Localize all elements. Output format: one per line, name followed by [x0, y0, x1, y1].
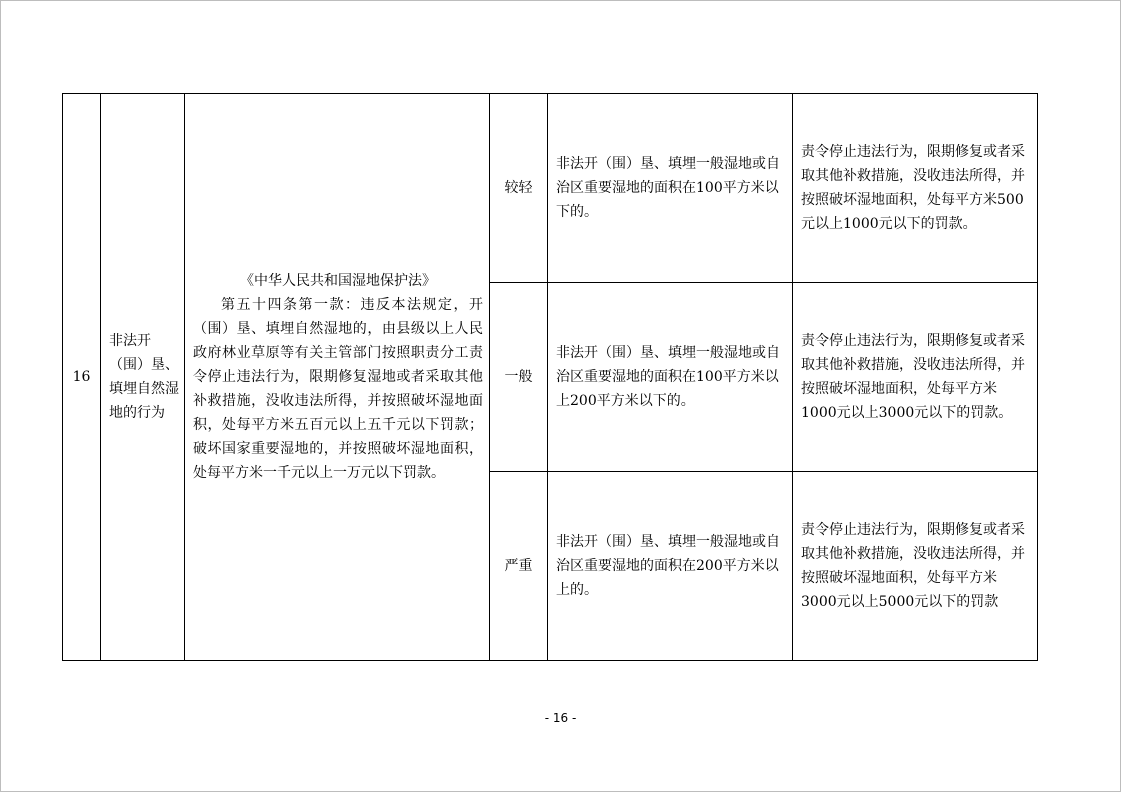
violation-condition: 非法开（围）垦、填埋一般湿地或自治区重要湿地的面积在200平方米以上的。	[548, 472, 793, 661]
legal-basis	[185, 94, 490, 661]
severity-level: 严重	[490, 472, 548, 661]
penalty-standard: 责令停止违法行为，限期修复或者采取其他补救措施，没收违法所得，并按照破坏湿地面积，处每平方米500元以上1000元以下的罚款。	[793, 94, 1038, 283]
penalty-standard: 责令停止违法行为，限期修复或者采取其他补救措施，没收违法所得，并按照破坏湿地面积，处每平方米3000元以上5000元以下的罚款	[793, 472, 1038, 661]
page-number: - 16 -	[544, 711, 577, 725]
penalty-table	[62, 93, 1038, 661]
row-number: 16	[63, 94, 101, 661]
law-title: 《中华人民共和国湿地保护法》	[240, 273, 436, 289]
severity-level: 一般	[490, 283, 548, 472]
violation-condition: 非法开（围）垦、填埋一般湿地或自治区重要湿地的面积在100平方米以上200平方米以下的。	[548, 283, 793, 472]
violation-condition: 非法开（围）垦、填埋一般湿地或自治区重要湿地的面积在100平方米以下的。	[548, 94, 793, 283]
law-article: 第五十四条第一款：违反本法规定，开（围）垦、填埋自然湿地的，由县级以上人民政府林业草原等有关主管部门按照职责分工责令停止违法行为，限期修复湿地或者采取其他补救措施，没收违法所得，并按照破坏湿地面积，处每平方米五百元以上五千元以下罚款；破坏国家重要湿地的，并按照破坏湿地面积，处每平方米一千元以上一万元以下罚款。	[193, 297, 483, 481]
table-row	[63, 94, 1038, 283]
violation-name: 非法开（围）垦、填埋自然湿地的行为	[101, 94, 185, 661]
penalty-standard: 责令停止违法行为，限期修复或者采取其他补救措施，没收违法所得，并按照破坏湿地面积，处每平方米1000元以上3000元以下的罚款。	[793, 283, 1038, 472]
severity-level: 较轻	[490, 94, 548, 283]
